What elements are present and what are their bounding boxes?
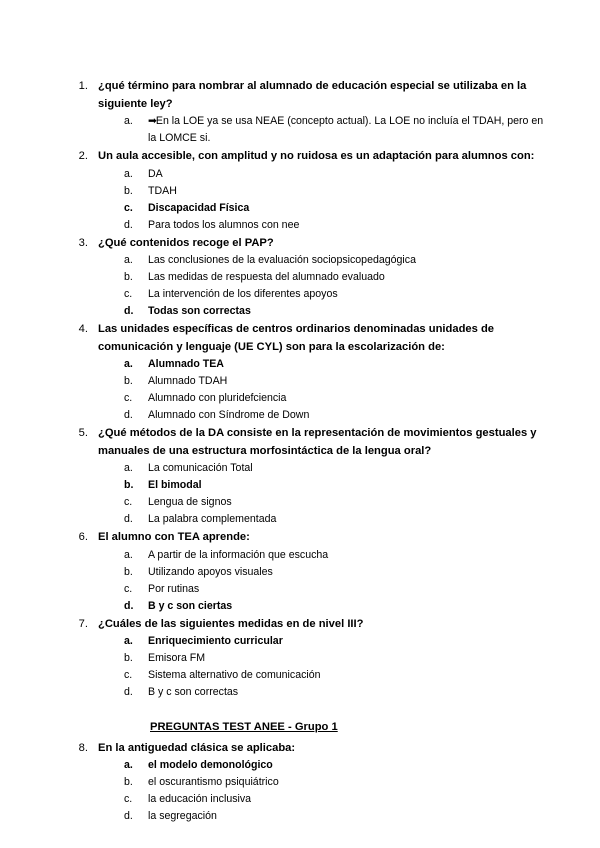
answer-letter: b. <box>124 271 133 283</box>
question-text: ¿qué término para nombrar al alumnado de educación especial se utilizaba en la siguiente ley? <box>98 80 527 110</box>
answer-letter: a. <box>124 167 133 180</box>
answer-text: Discapacidad Física <box>148 201 250 214</box>
arrow-pointer-icon: ➡ <box>148 115 155 127</box>
question-number: 6. <box>78 531 88 543</box>
answer-text: La palabra complementada <box>148 513 277 525</box>
answer-option[interactable] <box>124 511 548 528</box>
answer-letter: d. <box>124 409 133 421</box>
answer-letter: a. <box>124 462 133 474</box>
answer-option[interactable] <box>124 113 548 147</box>
question-number: 5. <box>78 427 88 439</box>
answer-option[interactable] <box>124 373 548 390</box>
question-number: 1. <box>78 80 88 92</box>
answer-text: Todas son correctas <box>148 305 251 317</box>
question-number: 4. <box>78 323 88 335</box>
answer-text: B y c son ciertas <box>148 599 233 612</box>
answer-text: TDAH <box>148 184 177 197</box>
question-list <box>62 78 548 825</box>
answer-letter: d. <box>124 305 134 317</box>
answer-list <box>98 633 548 701</box>
answer-letter: c. <box>124 582 133 595</box>
answer-option[interactable] <box>124 200 548 217</box>
answer-text: Emisora FM <box>148 652 206 664</box>
question-text: Un aula accesible, con amplitud y no ruidosa es un adaptación para alumnos con: <box>98 150 535 162</box>
answer-option[interactable] <box>124 303 548 320</box>
answer-option[interactable] <box>124 581 548 598</box>
answer-option[interactable] <box>124 808 548 825</box>
question-item <box>62 235 548 321</box>
answer-text: B y c son correctas <box>148 686 239 698</box>
question-text: ¿Qué contenidos recoge el PAP? <box>98 236 274 249</box>
answer-option[interactable] <box>124 598 548 615</box>
answer-letter: c. <box>124 201 133 214</box>
answer-text: Enriquecimiento curricular <box>148 635 283 647</box>
answer-option[interactable] <box>124 356 548 373</box>
answer-option[interactable] <box>124 791 548 808</box>
answer-option[interactable] <box>124 183 548 200</box>
question-item <box>62 740 548 826</box>
answer-text: Las conclusiones de la evaluación sociopsicopedagógica <box>148 254 416 266</box>
answer-letter: a. <box>124 759 133 771</box>
answer-text: Para todos los alumnos con nee <box>148 218 300 231</box>
answer-text: la segregación <box>148 810 217 822</box>
answer-option[interactable] <box>124 633 548 650</box>
answer-text: Utilizando apoyos visuales <box>148 565 273 578</box>
answer-option[interactable] <box>124 757 548 774</box>
answer-text: La comunicación Total <box>148 462 253 474</box>
answer-text: Alumnado con Síndrome de Down <box>148 409 310 421</box>
answer-option[interactable] <box>124 564 548 581</box>
answer-option[interactable] <box>124 684 548 701</box>
answer-letter: a. <box>124 548 133 561</box>
answer-letter: d. <box>124 686 133 698</box>
answer-letter: a. <box>124 358 133 370</box>
answer-text: Alumnado TDAH <box>148 375 228 387</box>
question-item <box>62 616 548 702</box>
answer-option[interactable] <box>124 477 548 494</box>
answer-list <box>98 757 548 825</box>
question-item <box>62 78 548 147</box>
answer-letter: b. <box>124 184 133 197</box>
answer-option[interactable] <box>124 217 548 234</box>
answer-letter: b. <box>124 776 133 788</box>
answer-letter: b. <box>124 565 133 578</box>
question-number: 3. <box>78 236 88 249</box>
answer-option[interactable] <box>124 774 548 791</box>
answer-text: DA <box>148 167 163 180</box>
question-item <box>62 529 548 615</box>
answer-option[interactable] <box>124 252 548 269</box>
question-number: 7. <box>78 617 88 630</box>
answer-option[interactable] <box>124 269 548 286</box>
answer-option[interactable] <box>124 407 548 424</box>
answer-option[interactable] <box>124 166 548 183</box>
answer-text: El bimodal <box>148 479 202 491</box>
answer-text: el oscurantismo psiquiátrico <box>148 776 279 788</box>
answer-list <box>98 113 548 147</box>
answer-list <box>98 460 548 528</box>
question-text: En la antiguedad clásica se aplicaba: <box>98 741 296 754</box>
answer-letter: c. <box>124 669 133 681</box>
question-text: ¿Cuáles de las siguientes medidas en de nivel III? <box>98 617 364 630</box>
answer-option[interactable] <box>124 494 548 511</box>
answer-list <box>98 356 548 424</box>
section-heading: PREGUNTAS TEST ANEE - Grupo 1 <box>150 721 338 733</box>
answer-letter: d. <box>124 810 133 822</box>
question-item <box>62 321 548 424</box>
answer-letter: c. <box>124 288 133 300</box>
answer-option[interactable] <box>124 667 548 684</box>
answer-letter: b. <box>124 479 134 491</box>
answer-text: el modelo demonológico <box>148 759 273 771</box>
question-text: Las unidades específicas de centros ordinarios denominadas unidades de comunicación y lenguaje (UE CYL) son para la escolarización de: <box>98 323 495 353</box>
answer-list <box>98 252 548 320</box>
answer-option[interactable] <box>124 547 548 564</box>
answer-text: Lengua de signos <box>148 496 232 508</box>
answer-option[interactable] <box>124 460 548 477</box>
answer-letter: b. <box>124 375 133 387</box>
answer-letter: c. <box>124 793 133 805</box>
answer-list <box>98 166 548 234</box>
answer-letter: d. <box>124 599 134 612</box>
answer-letter: c. <box>124 496 133 508</box>
answer-letter: b. <box>124 652 133 664</box>
question-number: 2. <box>78 150 88 162</box>
answer-option[interactable] <box>124 390 548 407</box>
question-item <box>62 148 548 234</box>
answer-letter: a. <box>124 254 133 266</box>
question-number: 8. <box>78 741 88 754</box>
answer-letter: d. <box>124 513 133 525</box>
answer-list <box>98 547 548 615</box>
answer-option[interactable] <box>124 650 548 667</box>
answer-text: Por rutinas <box>148 582 200 595</box>
answer-letter: a. <box>124 115 133 127</box>
answer-text: Alumnado TEA <box>148 358 224 370</box>
answer-letter: d. <box>124 218 133 231</box>
answer-letter: a. <box>124 635 133 647</box>
question-text: ¿Qué métodos de la DA consiste en la representación de movimientos gestuales y manuales de una estructura morfosintáctica de la lengua oral? <box>98 427 537 457</box>
question-item <box>62 425 548 528</box>
answer-text: Sistema alternativo de comunicación <box>148 669 321 681</box>
answer-text: Las medidas de respuesta del alumnado evaluado <box>148 271 385 283</box>
answer-text: En la LOE ya se usa NEAE (concepto actual). La LOE no incluía el TDAH, pero en la LOMCE si. <box>148 115 544 144</box>
answer-text: A partir de la información que escucha <box>148 548 329 561</box>
answer-text: Alumnado con pluridefciencia <box>148 392 287 404</box>
answer-option[interactable] <box>124 286 548 303</box>
answer-text: la educación inclusiva <box>148 793 252 805</box>
answer-text: La intervención de los diferentes apoyos <box>148 288 338 300</box>
answer-letter: c. <box>124 392 133 404</box>
question-text: El alumno con TEA aprende: <box>98 531 250 543</box>
